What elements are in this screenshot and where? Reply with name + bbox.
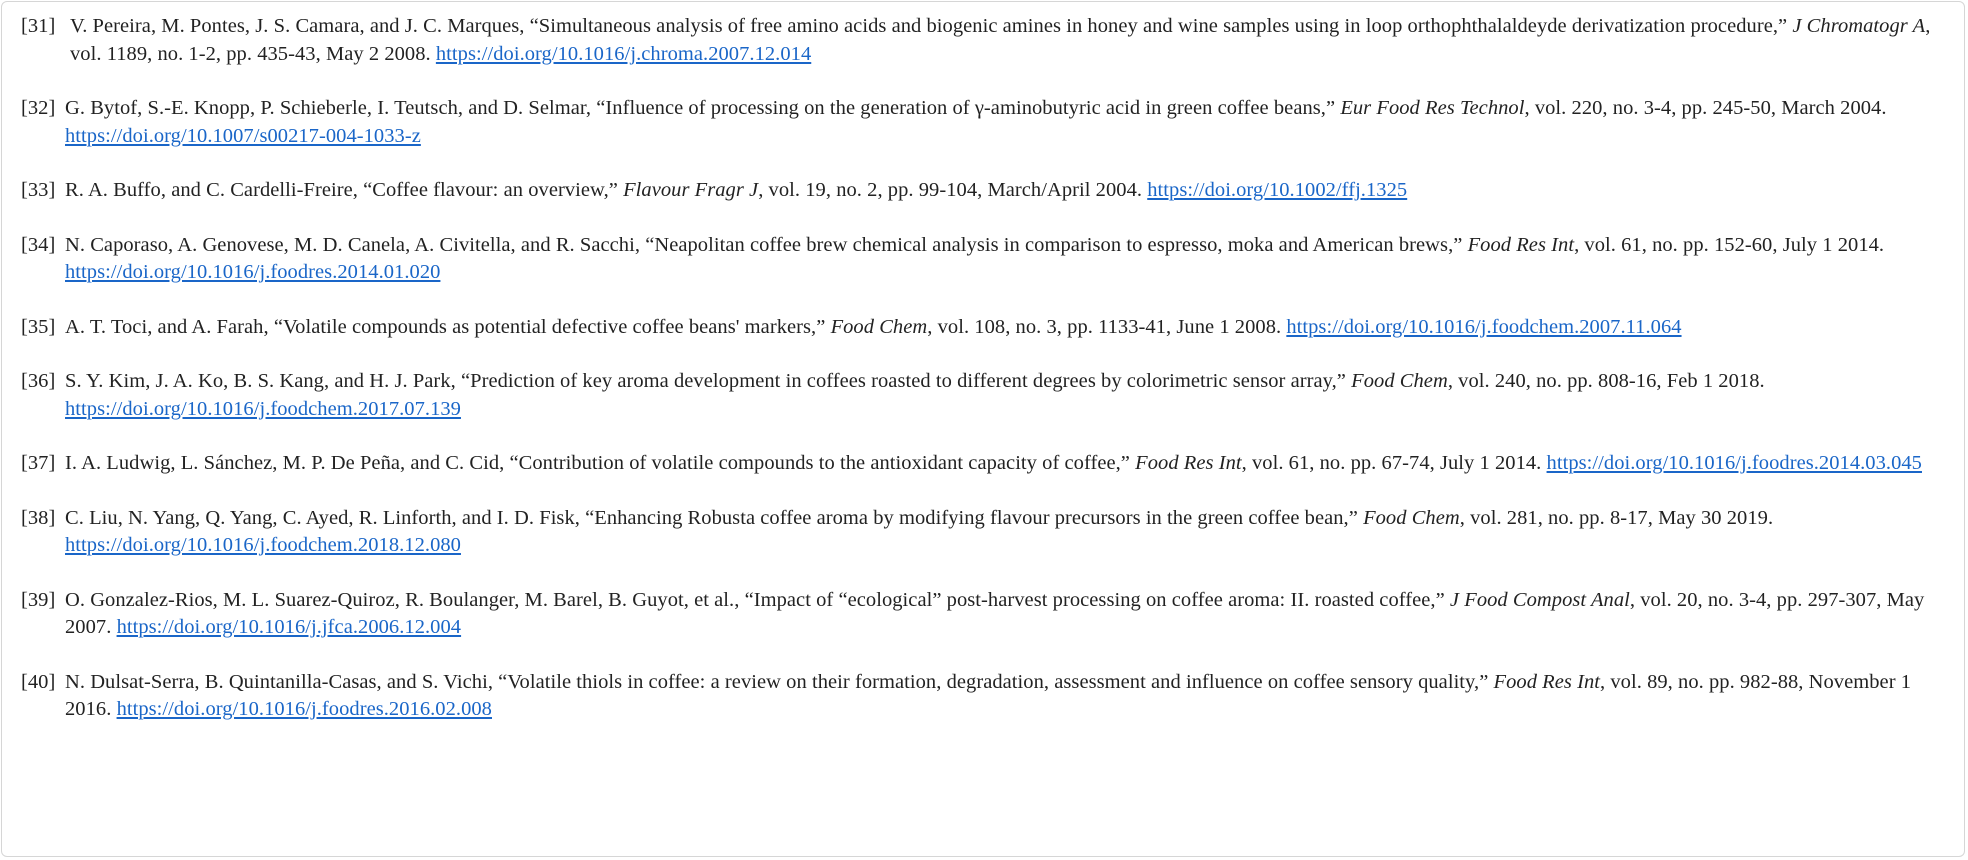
doi-link[interactable]: https://doi.org/10.1016/j.foodchem.2007.11.064 [1286, 315, 1682, 338]
reference-number: [33] [21, 179, 56, 201]
journal-name: Food Res Int [1493, 670, 1601, 693]
doi-link[interactable]: https://doi.org/10.1016/j.foodres.2014.03.045 [1546, 452, 1922, 474]
reference-item [21, 13, 1951, 68]
reference-text: N. Caporaso, A. Genovese, M. D. Canela, A. Civitella, and R. Sacchi, “Neapolitan coffee brew chemical analysis in comparison to espresso, moka and American brews,” [65, 233, 1468, 256]
reference-list [21, 13, 1951, 751]
reference-number: [40] [21, 670, 56, 693]
reference-text: R. A. Buffo, and C. Cardelli-Freire, “Coffee flavour: an overview,” [65, 179, 624, 201]
reference-details: , vol. 220, no. 3-4, pp. 245-50, March 2004. [1524, 97, 1887, 119]
reference-details: , vol. 240, no. pp. 808-16, Feb 1 2018. [1447, 370, 1765, 392]
reference-text: C. Liu, N. Yang, Q. Yang, C. Ayed, R. Linforth, and I. D. Fisk, “Enhancing Robusta coffee aroma by modifying flavour precursors in the green coffee bean,” [65, 506, 1364, 529]
reference-details: , vol. 108, no. 3, pp. 1133-41, June 1 2008. [927, 315, 1287, 338]
journal-name: Food Chem [1363, 506, 1460, 529]
reference-item [21, 669, 1951, 724]
reference-item [21, 368, 1951, 423]
reference-number: [36] [21, 370, 56, 392]
reference-item [21, 587, 1951, 642]
reference-details: , vol. 20, no. 3-4, pp. 297-307, May 2007. [65, 588, 1925, 638]
document-frame [1, 1, 1965, 857]
reference-item [21, 314, 1951, 342]
journal-name: Food Res Int [1467, 233, 1575, 256]
doi-link[interactable]: https://doi.org/10.1016/j.chroma.2007.12.014 [435, 42, 812, 65]
reference-text: G. Bytof, S.-E. Knopp, P. Schieberle, I. Teutsch, and D. Selmar, “Influence of processing on the generation of γ-aminobutyric acid in green coffee beans,” [65, 97, 1341, 119]
reference-details: , vol. 281, no. pp. 8-17, May 30 2019. [1459, 506, 1774, 529]
reference-number: [35] [21, 315, 56, 338]
reference-text: S. Y. Kim, J. A. Ko, B. S. Kang, and H. J. Park, “Prediction of key aroma development in coffees roasted to different degrees by colorimetric sensor array,” [65, 370, 1352, 392]
doi-link[interactable]: https://doi.org/10.1016/j.foodres.2016.02.008 [116, 698, 492, 720]
reference-number: [34] [21, 233, 56, 256]
journal-name: J Food Compost Anal [1449, 588, 1630, 611]
doi-link[interactable]: https://doi.org/10.1002/ffj.1325 [1147, 179, 1408, 201]
reference-number: [31] [21, 15, 56, 37]
reference-text: O. Gonzalez-Rios, M. L. Suarez-Quiroz, R. Boulanger, M. Barel, B. Guyot, et al., “Impact of “ecological” post-harvest processing on coffee aroma: II. roasted coffee,” [65, 588, 1450, 611]
reference-item [21, 177, 1951, 205]
reference-number: [39] [21, 588, 56, 611]
reference-details: , vol. 61, no. pp. 152-60, July 1 2014. [1574, 233, 1885, 256]
reference-item [21, 232, 1951, 287]
reference-item [21, 450, 1951, 478]
journal-name: Food Chem [1351, 370, 1448, 392]
journal-name: Food Res Int [1135, 452, 1242, 474]
doi-link[interactable]: https://doi.org/10.1016/j.foodchem.2018.12.080 [65, 534, 461, 556]
reference-number: [32] [21, 97, 56, 119]
doi-link[interactable]: https://doi.org/10.1007/s00217-004-1033-z [65, 124, 421, 147]
reference-item [21, 505, 1951, 560]
doi-link[interactable]: https://doi.org/10.1016/j.jfca.2006.12.004 [116, 616, 462, 638]
journal-name: Flavour Fragr J [623, 179, 759, 201]
reference-details: , vol. 19, no. 2, pp. 99-104, March/April 2004. [758, 179, 1148, 201]
doi-link[interactable]: https://doi.org/10.1016/j.foodchem.2017.07.139 [65, 397, 461, 420]
journal-name: Food Chem [830, 315, 928, 338]
reference-number: [38] [21, 506, 56, 529]
reference-details: , vol. 89, no. pp. 982-88, November 1 2016. [65, 670, 1912, 720]
journal-name: J Chromatogr A [1792, 15, 1926, 37]
reference-details: , vol. 1189, no. 1-2, pp. 435-43, May 2 2008. [70, 15, 1931, 65]
reference-details: , vol. 61, no. pp. 67-74, July 1 2014. [1241, 452, 1547, 474]
reference-number: [37] [21, 452, 56, 474]
reference-text: N. Dulsat-Serra, B. Quintanilla-Casas, and S. Vichi, “Volatile thiols in coffee: a review on their formation, degradation, assessment and influence on coffee sensory quality,” [65, 670, 1494, 693]
reference-item [21, 95, 1951, 150]
doi-link[interactable]: https://doi.org/10.1016/j.foodres.2014.01.020 [65, 261, 441, 283]
reference-text: I. A. Ludwig, L. Sánchez, M. P. De Peña, and C. Cid, “Contribution of volatile compounds to the antioxidant capacity of coffee,” [65, 452, 1136, 474]
reference-text: A. T. Toci, and A. Farah, “Volatile compounds as potential defective coffee beans' markers,” [65, 315, 831, 338]
journal-name: Eur Food Res Technol [1340, 97, 1525, 119]
reference-text: V. Pereira, M. Pontes, J. S. Camara, and J. C. Marques, “Simultaneous analysis of free amino acids and biogenic amines in honey and wine samples using in loop orthophthalaldeyde derivatization procedure,” [70, 15, 1793, 37]
